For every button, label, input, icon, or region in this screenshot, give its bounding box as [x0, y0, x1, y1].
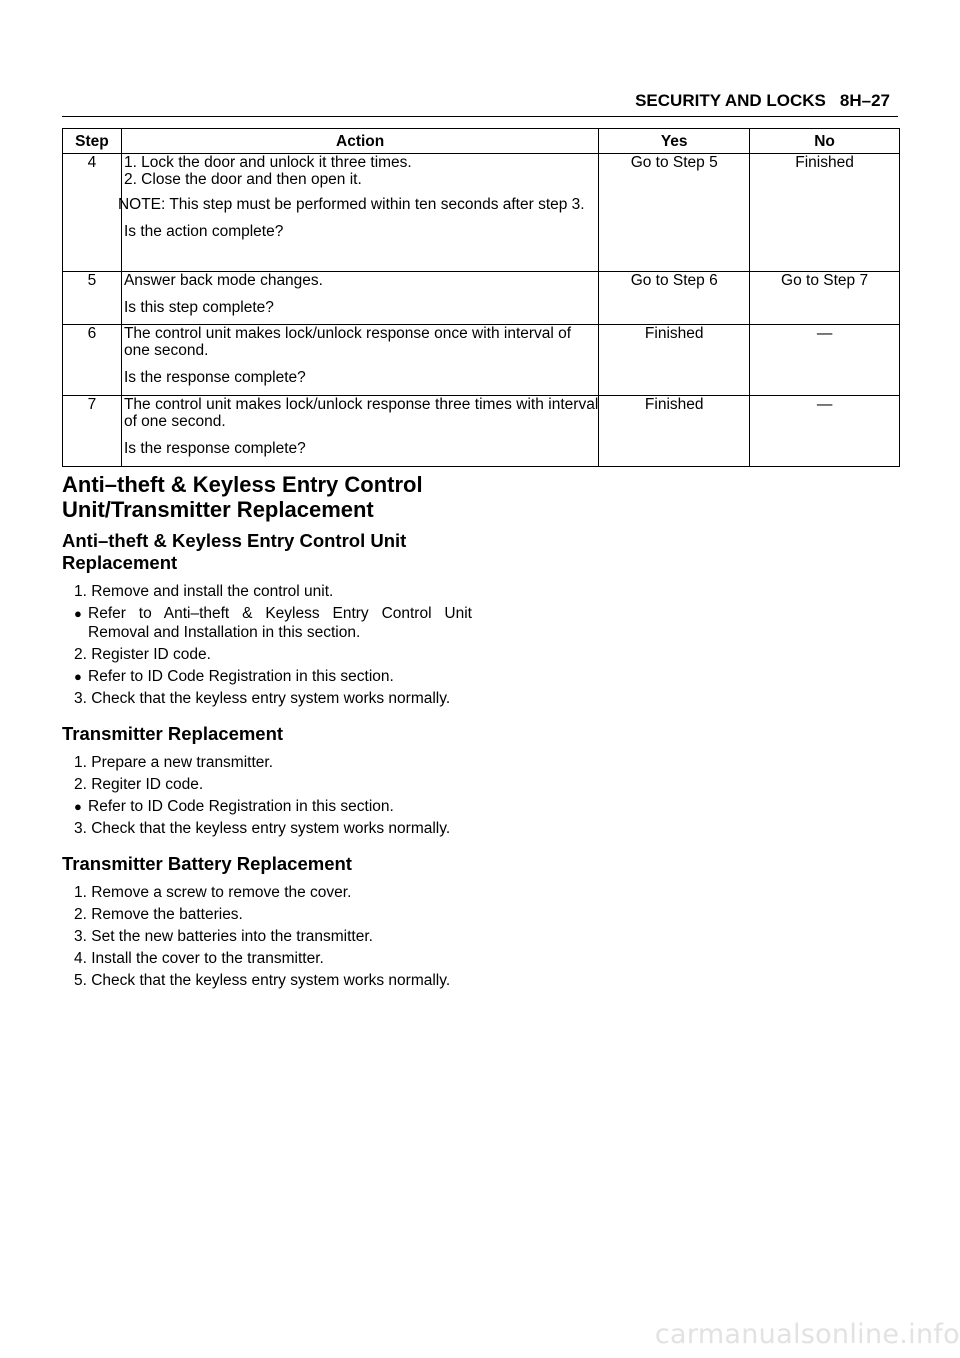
action-substep: 2. Close the door and then open it. [123, 171, 362, 188]
action-question: Is this step complete? [123, 299, 274, 316]
table-row [63, 272, 900, 325]
no-cell: — [750, 325, 900, 396]
list-item: 2. Regiter ID code. [74, 776, 204, 793]
action-cell [121, 396, 598, 467]
action-cell [121, 272, 598, 325]
step-number: 4 [63, 154, 122, 272]
list-item: 3. Check that the keyless entry system works normally. [74, 820, 451, 837]
list-item: 2. Register ID code. [74, 646, 211, 663]
list-item: 5. Check that the keyless entry system works normally. [74, 972, 451, 989]
list-item: 3. Set the new batteries into the transmitter. [74, 928, 373, 945]
step-number: 7 [63, 396, 122, 467]
page-number: 8H–27 [839, 91, 890, 110]
action-question: Is the action complete? [123, 223, 284, 240]
bullet-text: Refer to Anti–theft & Keyless Entry Control Unit Removal and Installation in this section. [88, 605, 472, 641]
no-cell: Go to Step 7 [750, 272, 900, 325]
bullet-text: Refer to ID Code Registration in this section. [88, 668, 394, 685]
list-item: 1. Prepare a new transmitter. [74, 754, 274, 771]
list-item: 1. Remove a screw to remove the cover. [74, 884, 352, 901]
list-item: 1. Remove and install the control unit. [74, 583, 334, 600]
no-cell: — [750, 396, 900, 467]
bullet-item [62, 604, 472, 642]
action-text: Answer back mode changes. [123, 272, 323, 289]
step-number: 6 [63, 325, 122, 396]
list-item: 4. Install the cover to the transmitter. [74, 950, 324, 967]
bullet-circle-icon: ● [74, 669, 82, 684]
section-heading: Anti–theft & Keyless Entry Control Unit Replacement [62, 530, 407, 573]
section-heading: Transmitter Replacement [62, 723, 284, 744]
bullet-item [62, 797, 472, 816]
diagnostic-table [62, 128, 900, 467]
watermark: carmanualsonline.info [654, 1319, 960, 1350]
page-header [62, 90, 898, 117]
table-row [63, 154, 900, 272]
action-text: The control unit makes lock/unlock response three times with interval of one second. [123, 396, 599, 430]
section-heading: Transmitter Battery Replacement [62, 853, 352, 874]
bullet-text: Refer to ID Code Registration in this section. [88, 798, 394, 815]
yes-cell: Finished [599, 325, 750, 396]
bullet-item [62, 667, 472, 686]
action-note: NOTE: This step must be performed within ten seconds after step 3. [117, 196, 585, 213]
col-header-step: Step [63, 129, 122, 154]
bullet-circle-icon: ● [74, 606, 82, 621]
yes-cell: Finished [599, 396, 750, 467]
col-header-action: Action [121, 129, 598, 154]
action-substep: 1. Lock the door and unlock it three times. [123, 154, 412, 171]
table-row [63, 396, 900, 467]
yes-cell: Go to Step 6 [599, 272, 750, 325]
yes-cell: Go to Step 5 [599, 154, 750, 272]
col-header-no: No [750, 129, 900, 154]
no-cell: Finished [750, 154, 900, 272]
page-title: Anti–theft & Keyless Entry Control Unit/Transmitter Replacement [62, 472, 423, 522]
action-text: The control unit makes lock/unlock response once with interval of one second. [123, 325, 572, 359]
action-cell [121, 325, 598, 396]
section-title: SECURITY AND LOCKS [635, 91, 826, 110]
list-item: 2. Remove the batteries. [74, 906, 243, 923]
action-cell [117, 154, 598, 272]
action-question: Is the response complete? [123, 369, 306, 386]
bullet-circle-icon: ● [74, 799, 82, 814]
main-content [62, 472, 472, 993]
col-header-yes: Yes [599, 129, 750, 154]
step-number: 5 [63, 272, 122, 325]
action-question: Is the response complete? [123, 440, 306, 457]
table-header-row [63, 129, 900, 154]
table-row [63, 325, 900, 396]
list-item: 3. Check that the keyless entry system works normally. [74, 690, 451, 707]
